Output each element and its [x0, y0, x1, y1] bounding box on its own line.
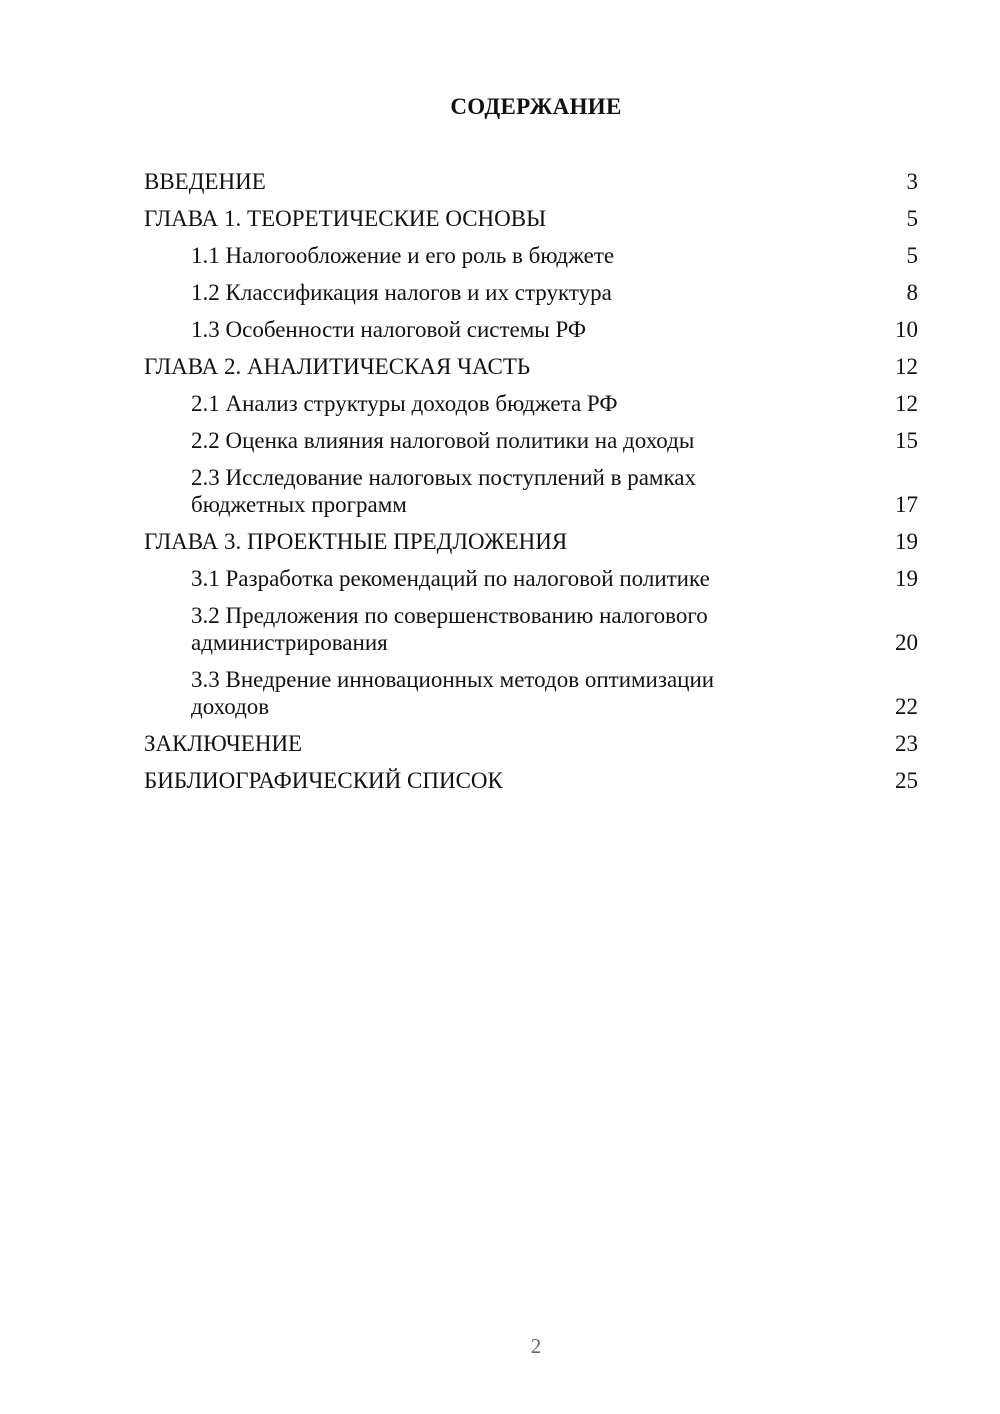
toc-entry-text: 2.2 Оценка влияния налоговой политики на доходы — [191, 428, 695, 453]
toc-entry-text: ГЛАВА 1. ТЕОРЕТИЧЕСКИЕ ОСНОВЫ — [144, 206, 547, 231]
toc-entry-page: 8 — [906, 280, 918, 305]
toc-entry-section-3-1[interactable] — [144, 565, 918, 592]
toc-entry-text: 2.1 Анализ структуры доходов бюджета РФ — [191, 391, 618, 416]
toc-entry-section-3-2[interactable] — [144, 602, 918, 656]
toc-entry-page: 12 — [895, 391, 918, 416]
toc-entry-section-2-2[interactable] — [144, 427, 918, 454]
toc-entry-text: 1.3 Особенности налоговой системы РФ — [191, 317, 587, 342]
toc-entry-text: 1.1 Налогообложение и его роль в бюджете — [191, 243, 615, 268]
toc-entry-section-1-1[interactable] — [144, 242, 918, 269]
toc-entry-chapter-2[interactable] — [144, 353, 918, 380]
toc-entry-page: 19 — [895, 529, 918, 554]
toc-entry-text: ГЛАВА 3. ПРОЕКТНЫЕ ПРЕДЛОЖЕНИЯ — [144, 529, 568, 554]
toc-entry-text: 2.3 Исследование налоговых поступлений в рамках бюджетных программ — [191, 465, 696, 517]
toc-entry-conclusion[interactable] — [144, 730, 918, 757]
toc-entry-introduction[interactable] — [144, 168, 918, 195]
toc-entry-page: 12 — [895, 354, 918, 379]
toc-entry-page: 10 — [895, 317, 918, 342]
toc-entry-page: 20 — [895, 630, 918, 655]
page-number: 2 — [530, 1334, 542, 1358]
toc-entry-chapter-3[interactable] — [144, 528, 918, 555]
toc-entry-text: 3.2 Предложения по совершенствованию налогового администрирования — [191, 603, 708, 655]
toc-entry-text: 3.1 Разработка рекомендаций по налоговой политике — [191, 566, 710, 591]
toc-entry-section-1-2[interactable] — [144, 279, 918, 306]
toc-entry-page: 22 — [895, 694, 918, 719]
toc-entry-text: ВВЕДЕНИЕ — [144, 169, 266, 194]
toc-entry-text: ЗАКЛЮЧЕНИЕ — [144, 731, 303, 756]
toc-entry-page: 17 — [895, 492, 918, 517]
toc-entry-page: 5 — [906, 243, 918, 268]
toc-entry-chapter-1[interactable] — [144, 205, 918, 232]
toc-entry-page: 19 — [895, 566, 918, 591]
toc-entry-page: 15 — [895, 428, 918, 453]
toc-entry-text: 3.3 Внедрение инновационных методов оптимизации доходов — [191, 667, 715, 719]
toc-entry-page: 25 — [895, 768, 918, 793]
table-of-contents — [144, 168, 918, 804]
toc-entry-section-1-3[interactable] — [144, 316, 918, 343]
toc-entry-section-2-3[interactable] — [144, 464, 918, 518]
toc-entry-text: ГЛАВА 2. АНАЛИТИЧЕСКАЯ ЧАСТЬ — [144, 354, 531, 379]
toc-entry-page: 5 — [906, 206, 918, 231]
toc-entry-page: 23 — [895, 731, 918, 756]
toc-entry-bibliography[interactable] — [144, 767, 918, 794]
toc-entry-section-3-3[interactable] — [144, 666, 918, 720]
toc-entry-page: 3 — [906, 169, 918, 194]
toc-entry-section-2-1[interactable] — [144, 390, 918, 417]
page-title: СОДЕРЖАНИЕ — [450, 94, 622, 119]
toc-entry-text: 1.2 Классификация налогов и их структура — [191, 280, 612, 305]
toc-entry-text: БИБЛИОГРАФИЧЕСКИЙ СПИСОК — [144, 768, 503, 793]
